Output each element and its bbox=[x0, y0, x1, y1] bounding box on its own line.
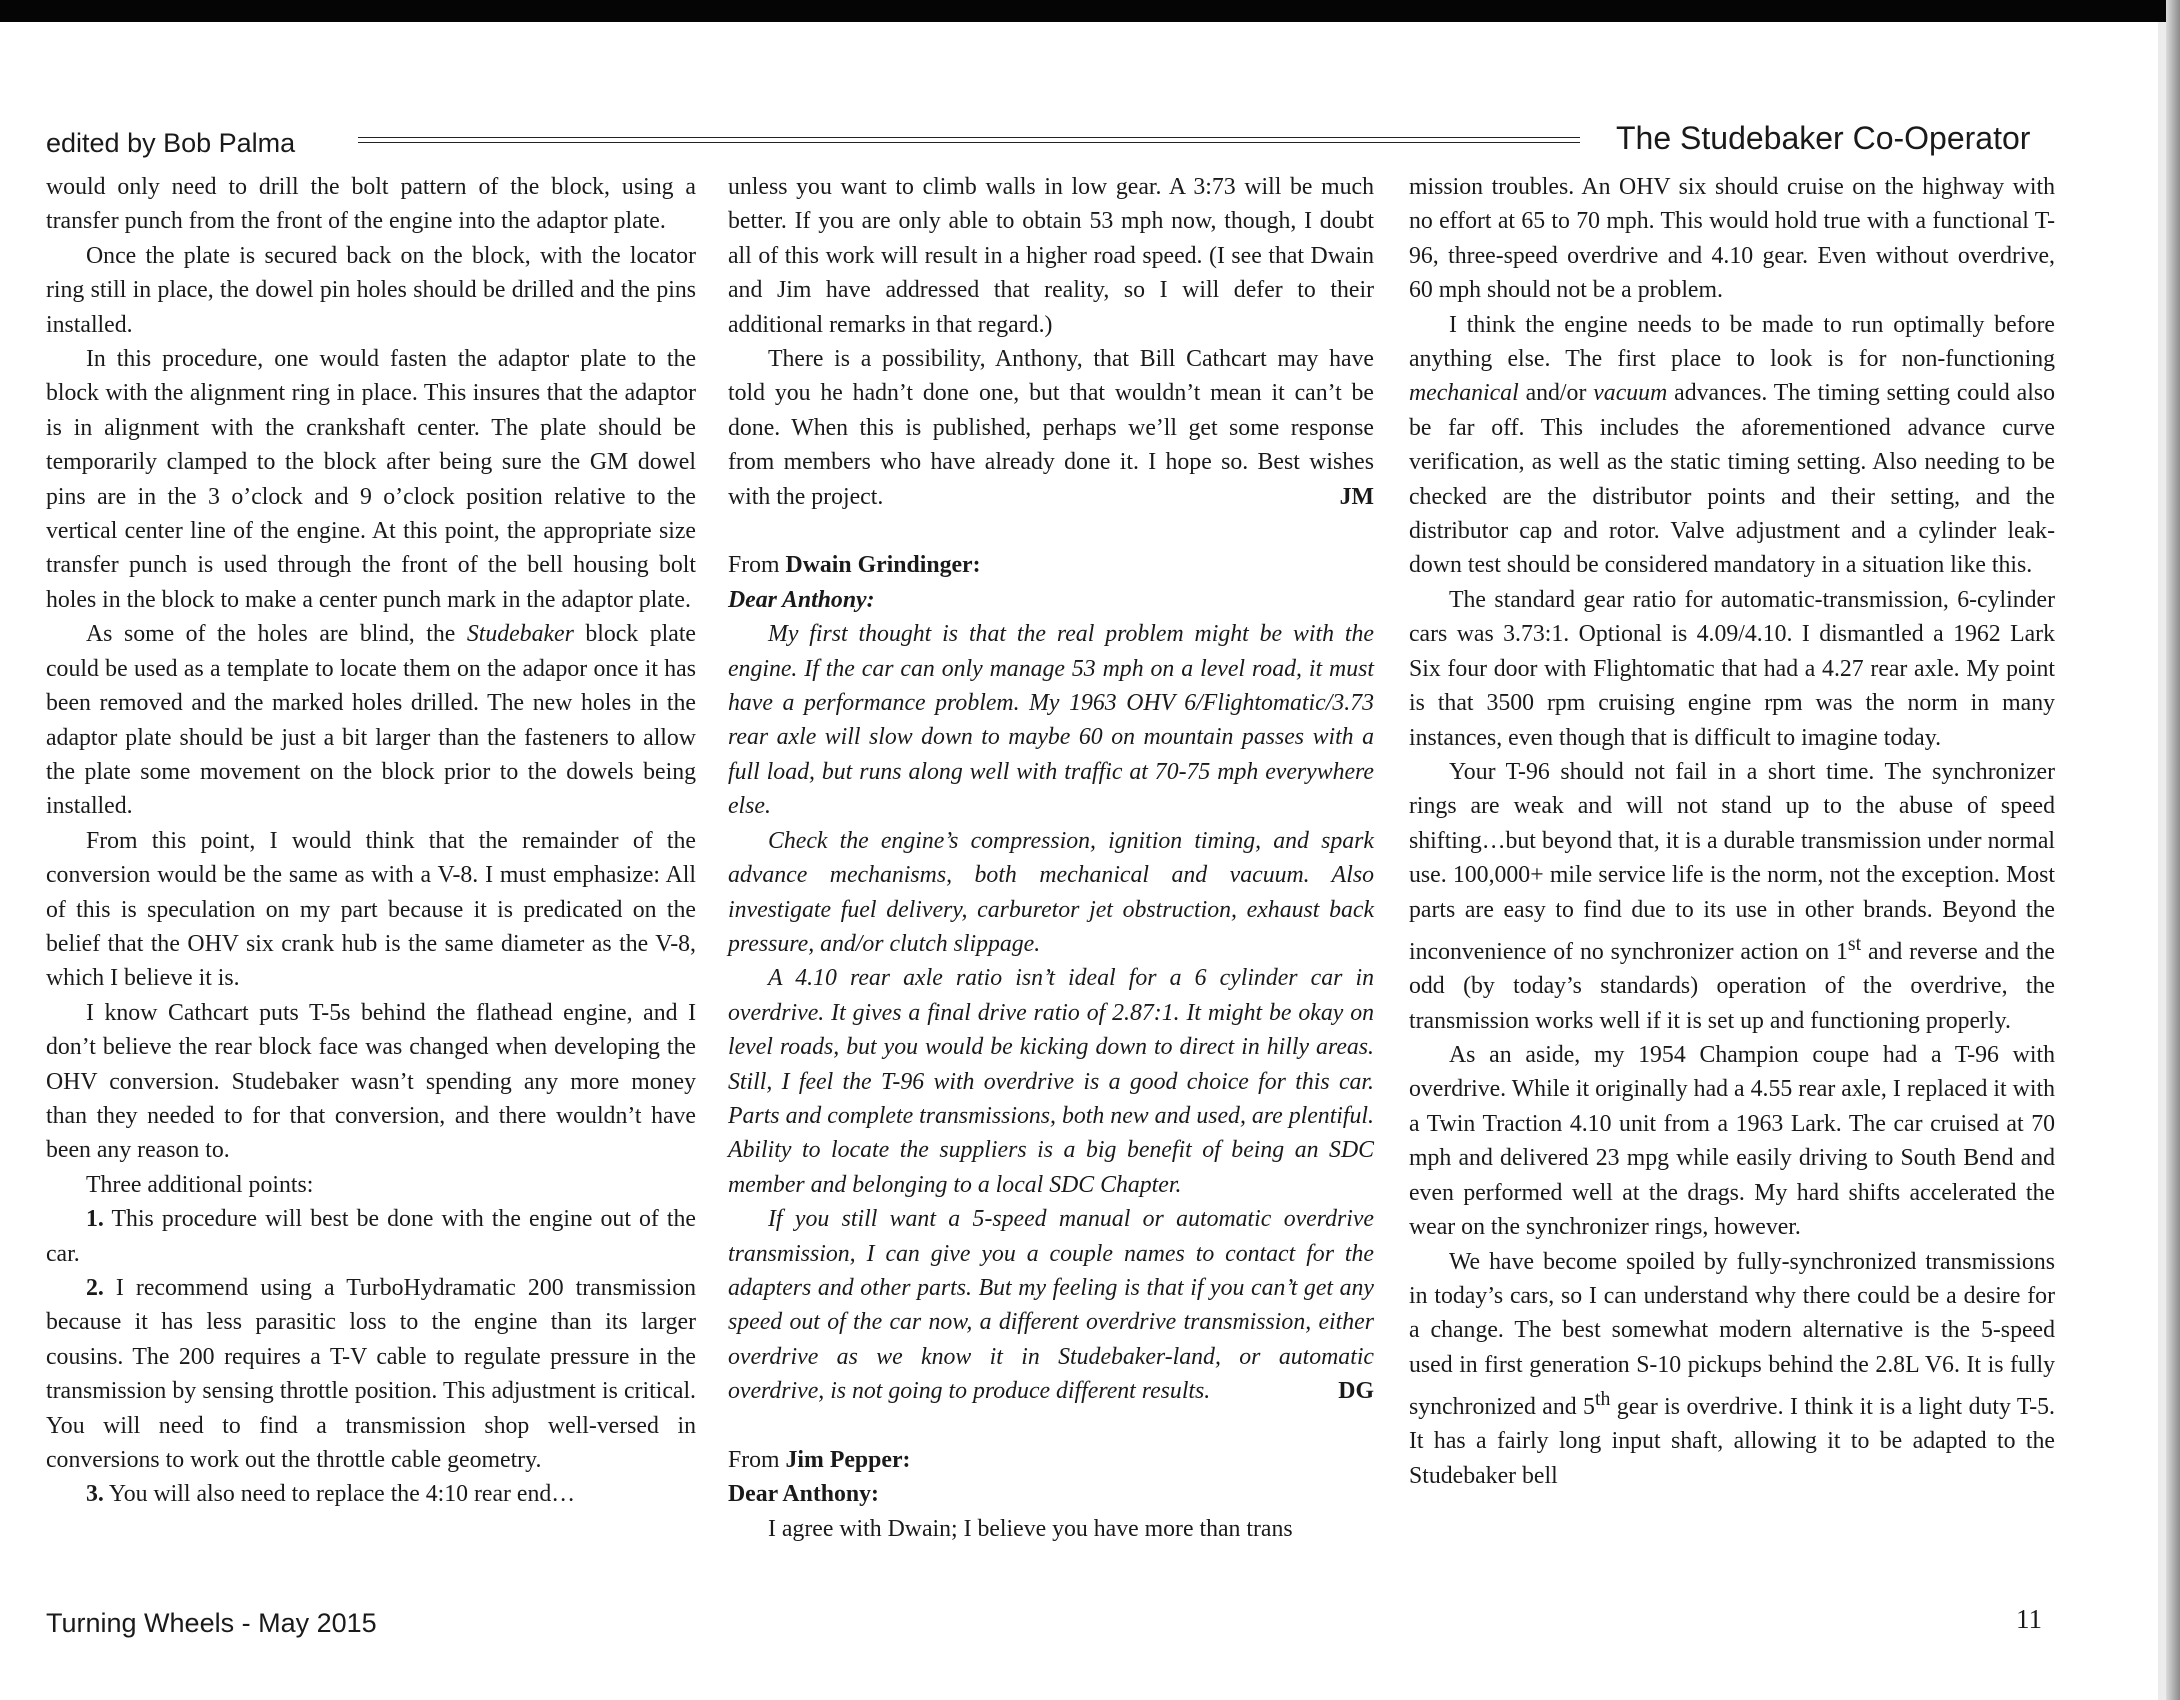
text-run: As some of the holes are blind, the bbox=[86, 621, 467, 648]
point-number: 3. bbox=[86, 1481, 104, 1508]
scan-page-shadow bbox=[2158, 22, 2166, 1700]
paragraph: A 4.10 rear axle ratio isn’t ideal for a 6 cylinder car in overdrive. It gives a final drive ratio of 2.87:1. It might be okay on level roads, but you would be kicking down to direct in hilly areas. Still, I feel the T-96 with overdrive is a good choice for this car. Parts and complete transmissions, both new and used, are plentiful. Ability to locate the suppliers is a big benefit of being an SDC member and belonging to a local SDC Chapter. bbox=[728, 965, 1374, 1198]
paragraph: unless you want to climb walls in low gear. A 3:73 will be much better. If you are only able to obtain 53 mph now, though, I doubt all of this work will result in a higher road speed. (I see that Dwain and Jim have addressed that reality, so I will defer to their additional remarks in that regard.) bbox=[728, 174, 1374, 338]
salutation: Dear Anthony: bbox=[728, 1481, 879, 1508]
paragraph: As an aside, my 1954 Champion coupe had a T-96 with overdrive. While it originally had a 4.55 rear axle, I replaced it with a Twin Traction 4.10 unit from a 1963 Lark. The car cruised at 70 mph and delivered 23 mpg while easily driving to South Bend and even performed well at the drags. My hard shifts accelerated the wear on the synchronizer rings, however. bbox=[1409, 1042, 2055, 1241]
text-run: gear is overdrive. I think it is a light duty T-5. It has a fairly long input shaft, allowing it to be adapted to the Studebaker bell bbox=[1409, 1394, 2055, 1489]
paragraph bbox=[728, 342, 1374, 514]
text-run: block plate could be used as a template to locate them on the adapor once it has been removed and the marked holes drilled. The new holes in the adaptor plate should be just a bit larger than the fasteners to allow the plate some movement on the block prior to the dowels being installed. bbox=[46, 621, 696, 820]
numbered-point bbox=[46, 1202, 696, 1271]
text-run: You will also need to replace the 4:10 rear end… bbox=[103, 1481, 576, 1508]
text-run: We have become spoiled by fully-synchronized transmissions in today’s cars, so I can understand why there could be a desire for a change. The best somewhat modern alternative is the 5-speed used in first generation S-10 pickups behind the 2.8L V6. It is fully synchronized and 5 bbox=[1409, 1248, 2055, 1421]
paragraph bbox=[728, 1202, 1374, 1408]
numbered-point bbox=[46, 1477, 696, 1511]
text-run: I think the engine needs to be made to run optimally before anything else. The first place to look is for non-functioning bbox=[1409, 311, 2055, 373]
spacer bbox=[728, 1409, 1374, 1443]
signature-initials: JM bbox=[1339, 483, 1374, 510]
column-3 bbox=[1409, 170, 2055, 1493]
paragraph bbox=[46, 617, 696, 823]
paragraph bbox=[1409, 308, 2055, 583]
header-section-title: The Studebaker Co-Operator bbox=[1616, 120, 2031, 156]
text-run: advances. The timing setting could also be far off. This includes the aforementioned advance curve verification, as well as the static timing setting. Also needing to be checked are the distributor points and their setting, and the distributor cap and rotor. Valve adjustment and a cylinder leak-down test should be considered mandatory in a situation like this. bbox=[1409, 380, 2055, 579]
paragraph: mission troubles. An OHV six should cruise on the highway with no effort at 65 to 70 mph. This would hold true with a functional T-96, three-speed overdrive and 4.10 gear. Even without overdrive, 60 mph should not be a problem. bbox=[1409, 174, 2055, 304]
superscript: st bbox=[1847, 932, 1862, 955]
scan-right-border bbox=[2166, 0, 2180, 1700]
paragraph: I agree with Dwain; I believe you have more than trans bbox=[768, 1515, 1293, 1542]
header-rule bbox=[358, 137, 1580, 143]
paragraph: The standard gear ratio for automatic-transmission, 6-cylinder cars was 3.73:1. Optional is 4.09/4.10. I dismantled a 1962 Lark Six four door with Flightomatic that had a 4.27 rear axle. My point is that 3500 rpm cruising engine rpm was the norm in many instances, even though that is difficult to imagine today. bbox=[1409, 586, 2055, 751]
text-run: There is a possibility, Anthony, that Bill Cathcart may have told you he hadn’t done one, but that wouldn’t mean it can’t be done. When this is published, perhaps we’ll get some response from members who have already done it. I hope so. Best wishes with the project. bbox=[728, 346, 1374, 510]
column-2 bbox=[728, 170, 1374, 1546]
from-label: From bbox=[728, 552, 786, 579]
footer-publication: Turning Wheels - May 2015 bbox=[46, 1608, 377, 1638]
salutation: Dear Anthony: bbox=[728, 586, 875, 613]
paragraph: From this point, I would think that the remainder of the conversion would be the same as with a V-8. I must emphasize: All of this is speculation on my part because it is predicated on the belief that the OHV six crank hub is the same diameter as the V-8, which I believe it is. bbox=[46, 827, 696, 992]
letter-from bbox=[728, 1443, 1374, 1477]
spacer bbox=[728, 514, 1374, 548]
text-run: and reverse and the odd (by today’s standards) operation of the overdrive, the transmission works well if it is set up and functioning properly. bbox=[1409, 938, 2055, 1034]
paragraph: Check the engine’s compression, ignition timing, and spark advance mechanisms, both mechanical and vacuum. Also investigate fuel delivery, carburetor jet obstruction, exhaust back pressure, and/or clutch slippage. bbox=[728, 827, 1374, 957]
paragraph bbox=[1409, 1245, 2055, 1494]
italic-run: mechanical bbox=[1409, 380, 1519, 407]
signature-initials: DG bbox=[1338, 1378, 1374, 1405]
text-run: and/or bbox=[1518, 380, 1594, 407]
paragraph: Once the plate is secured back on the block, with the locator ring still in place, the dowel pin holes should be drilled and the pins installed. bbox=[46, 242, 696, 338]
paragraph: would only need to drill the bolt pattern of the block, using a transfer punch from the front of the engine into the adaptor plate. bbox=[46, 174, 696, 235]
text-run: Your T-96 should not fail in a short time. The synchronizer rings are weak and will not stand up to the abuse of speed shifting…but beyond that, it is a durable transmission under normal use. 100,000+ mile service life is the norm, not the exception. Most parts are easy to find due to its use in other brands. Beyond the inconvenience of no synchronizer action on 1 bbox=[1409, 758, 2055, 965]
author-name: Dwain Grindinger: bbox=[785, 552, 981, 579]
column-1 bbox=[46, 170, 696, 1512]
point-number: 1. bbox=[86, 1206, 104, 1233]
page-number: 11 bbox=[2016, 1604, 2042, 1634]
italic-run: vacuum bbox=[1593, 380, 1668, 407]
paragraph: In this procedure, one would fasten the adaptor plate to the block with the alignment ring in place. This insures that the adaptor is in alignment with the crankshaft center. The plate should be temporarily clamped to the block after being sure the GM dowel pins are in the 3 o’clock and 9 o’clock position relative to the vertical center line of the engine. At this point, the appropriate size transfer punch is used through the front of the bell housing bolt holes in the block to make a center punch mark in the adaptor plate. bbox=[46, 346, 696, 613]
scan-top-border bbox=[0, 0, 2180, 22]
paragraph: My first thought is that the real problem might be with the engine. If the car can only manage 53 mph on a level road, it must have a performance problem. My 1963 OHV 6/Flightomatic/3.73 rear axle will slow down to maybe 60 on mountain passes with a full load, but runs along well with traffic at 70-75 mph everywhere else. bbox=[728, 621, 1374, 820]
header-editor: edited by Bob Palma bbox=[46, 128, 296, 158]
numbered-point bbox=[46, 1271, 696, 1477]
text-run: This procedure will best be done with the engine out of the car. bbox=[46, 1206, 696, 1267]
point-number: 2. bbox=[86, 1275, 104, 1301]
paragraph: I know Cathcart puts T-5s behind the flathead engine, and I don’t believe the rear block face was changed when developing the OHV conversion. Studebaker wasn’t spending any more money than they needed to for that conversion, and there wouldn’t have been any reason to. bbox=[46, 999, 696, 1164]
paragraph: Three additional points: bbox=[86, 1171, 314, 1198]
paragraph bbox=[1409, 755, 2055, 1038]
author-name: Jim Pepper: bbox=[785, 1447, 911, 1473]
italic-run: Studebaker bbox=[466, 621, 574, 648]
text-run: If you still want a 5-speed manual or automatic overdrive transmission, I can give you a couple names to contact for the adapters and other parts. But my feeling is that if you can’t get any speed out of the car now, a different overdrive transmission, either overdrive as we know it in Studebaker-land, or automatic overdrive, is not going to produce different results. bbox=[728, 1206, 1374, 1405]
superscript: th bbox=[1594, 1388, 1611, 1411]
text-run: I recommend using a TurboHydramatic 200 transmission because it has less parasitic loss to the engine than its larger cousins. The 200 requires a T-V cable to regulate pressure in the transmission by sensing throttle position. This adjustment is critical. You will need to find a transmission shop well-versed in conversions to work out the throttle cable geometry. bbox=[46, 1275, 696, 1474]
from-label: From bbox=[728, 1447, 786, 1473]
letter-from bbox=[728, 548, 1374, 582]
